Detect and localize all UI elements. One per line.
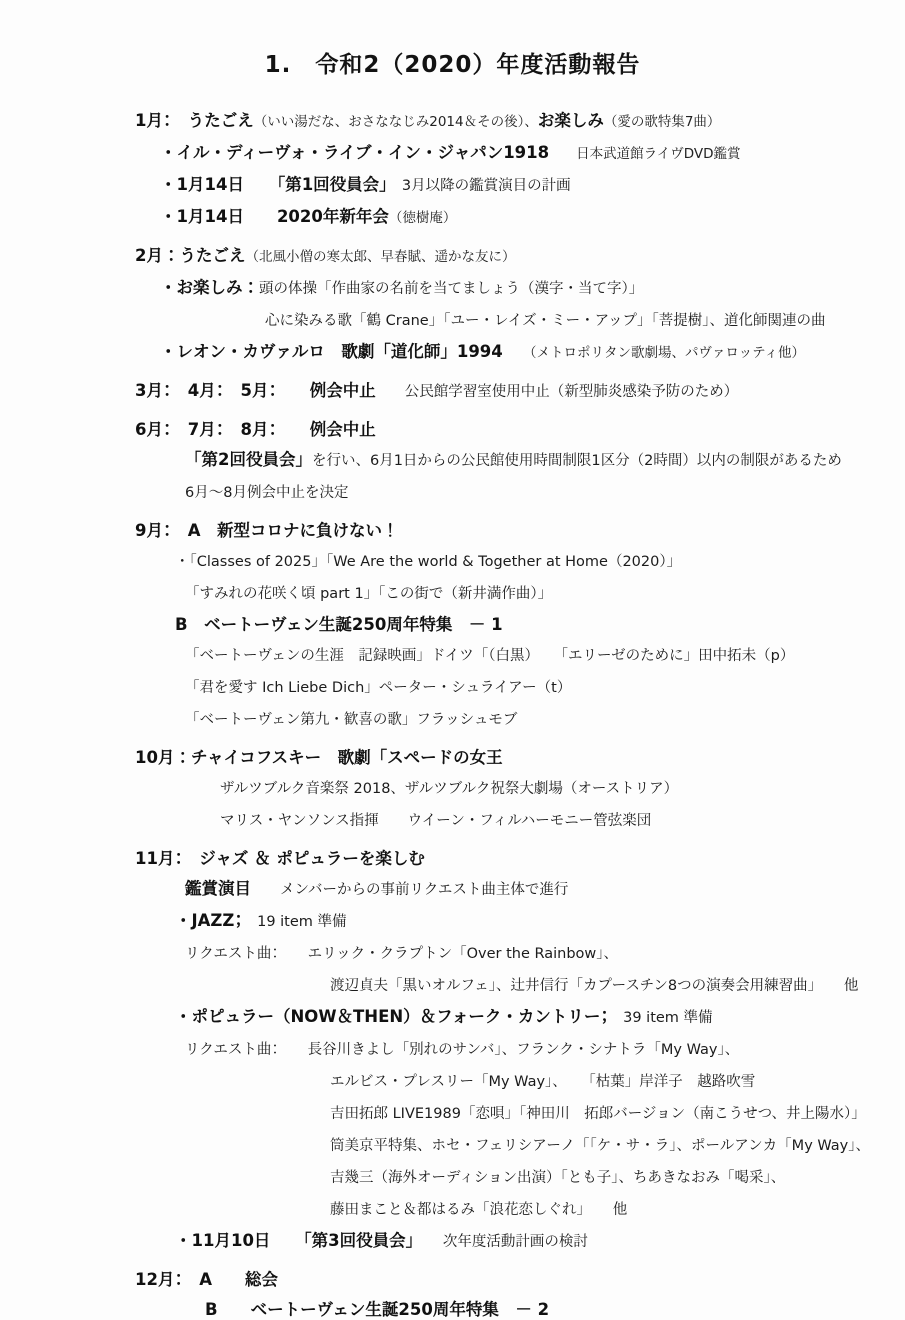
- text-run: 「ベートーヴェン第九・歓喜の歌」フラッシュモブ: [185, 712, 518, 728]
- jan-item-board-meeting-1: [160, 174, 865, 197]
- nov-popular-request-4: [330, 1134, 871, 1157]
- text-run: 19 item 準備: [242, 914, 347, 930]
- nov-popular-request-1: [185, 1038, 865, 1061]
- document-body: [0, 110, 905, 1320]
- nov-jazz-header: [175, 910, 865, 933]
- text-run: 鑑賞演目: [185, 879, 251, 898]
- text-run: 「すみれの花咲く頃 part 1」「この街で（新井満作曲）」: [185, 586, 553, 602]
- text-run: B ベートーヴェン生誕250周年特集 － 1: [175, 615, 503, 634]
- text-run: リクエスト曲： エリック・クラプトン「Over the Rainbow」、: [185, 946, 619, 962]
- jan-item-il-divo: [160, 142, 865, 165]
- text-run: 3月以降の鑑賞演目の計画: [387, 178, 571, 194]
- text-run: 日本武道館ライヴDVD鑑賞: [549, 146, 741, 162]
- sep-a-item-2: [185, 582, 865, 605]
- nov-board-meeting-3: [175, 1230, 865, 1253]
- oct-item-2: [220, 809, 865, 832]
- text-run: 心に染みる歌「鶴 Crane」「ユー・レイズ・ミー・アップ」「菩提樹」、道化師関連の曲: [265, 313, 826, 329]
- text-run: 「ベートーヴェンの生涯 記録映画」ドイツ「（白黒） 「エリーゼのために」田中拓未（p）: [185, 648, 795, 664]
- text-run: （北風小僧の寒太郎、早春賦、遥かな友に）: [245, 249, 516, 265]
- text-run: ・イル・ディーヴォ・ライブ・イン・ジャパン1918: [160, 143, 550, 162]
- text-run: 吉田拓郎 LIVE1989「恋唄」「神田川 拓郎バージョン（南こうせつ、井上陽水）」: [330, 1106, 866, 1122]
- text-run: 渡辺貞夫「黒いオルフェ」、辻井信行「カプースチン8つの演奏会用練習曲」 他: [330, 978, 859, 994]
- jun-jul-aug-header: [135, 419, 865, 440]
- text-run: 藤田まこと＆都はるみ「浪花恋しぐれ」 他: [330, 1202, 628, 1218]
- text-run: 吉幾三（海外オーディション出演）「とも子」、ちあきなおみ「喝采」、: [330, 1170, 786, 1186]
- text-run: B ベートーヴェン生誕250周年特集 － 2: [205, 1300, 550, 1319]
- text-run: お楽しみ: [537, 111, 604, 130]
- jan-header: [135, 110, 865, 133]
- page-title: 1. 令和2（2020）年度活動報告: [264, 52, 641, 78]
- feb-item-leoncavallo: [160, 341, 865, 364]
- text-run: ・JAZZ；: [175, 911, 243, 930]
- feb-item-otanoshimi: [160, 277, 865, 300]
- text-run: ザルツブルク音楽祭 2018、ザルツブルク祝祭大劇場（オーストリア）: [220, 781, 679, 797]
- text-run: （徳樹庵）: [388, 210, 457, 226]
- text-run: 6月： 7月： 8月： 例会中止: [135, 420, 376, 439]
- text-run: ・1月14日 2020年新年会: [160, 207, 389, 226]
- sep-header: [135, 520, 865, 541]
- text-run: 39 item 準備: [608, 1010, 713, 1026]
- nov-jazz-request-1: [185, 942, 865, 965]
- text-run: マリス・ヤンソンス指揮 ウイーン・フィルハーモニー管弦楽団: [220, 813, 652, 829]
- text-run: 10月：チャイコフスキー 歌劇「スペードの女王: [135, 748, 503, 767]
- text-run: （愛の歌特集7曲）: [603, 114, 721, 130]
- text-run: （いい湯だな、おさななじみ2014＆その後）、: [253, 114, 538, 130]
- sep-a-item-1: [175, 550, 865, 573]
- text-run: ・お楽しみ：: [160, 278, 259, 297]
- text-run: ・ポピュラー（NOW＆THEN）＆フォーク・カントリー；: [175, 1007, 609, 1026]
- text-run: ・「Classes of 2025」「We Are the world & Together at Home（2020）」: [175, 554, 682, 570]
- text-run: 公民館学習室使用中止（新型肺炎感染予防のため）: [375, 384, 739, 400]
- text-run: を行い、6月1日からの公民館使用時間制限1区分（2時間）以内の制限があるため: [311, 453, 842, 469]
- nov-popular-request-6: [330, 1198, 865, 1221]
- mar-apr-may-header: [135, 380, 865, 403]
- text-run: 次年度活動計画の検討: [413, 1234, 588, 1250]
- nov-jazz-request-2: [330, 974, 865, 997]
- nov-popular-request-3: [330, 1102, 865, 1125]
- text-run: ・レオン・カヴァルロ 歌劇「道化師」1994: [160, 342, 503, 361]
- text-run: 「第2回役員会」: [185, 450, 312, 469]
- sep-b-item-2: [185, 676, 865, 699]
- jun-note-cancel-decision: [185, 481, 865, 504]
- feb-item-otanoshimi-songs: [265, 309, 865, 332]
- feb-header: [135, 245, 865, 268]
- dec-header: [135, 1269, 865, 1290]
- text-run: 2月：うたごえ: [135, 246, 246, 265]
- text-run: ・11月10日 「第3回役員会」: [175, 1231, 414, 1250]
- nov-header: [135, 848, 865, 869]
- text-run: （メトロポリタン歌劇場、パヴァロッティ他）: [502, 345, 806, 361]
- text-run: エルビス・プレスリー「My Way」、 「枯葉」岸洋子 越路吹雪: [330, 1074, 756, 1090]
- nov-popular-request-2: [330, 1070, 865, 1093]
- oct-header: [135, 747, 865, 768]
- text-run: ・1月14日 「第1回役員会」: [160, 175, 388, 194]
- text-run: 1月： うたごえ: [135, 111, 254, 130]
- sep-b-item-1: [185, 644, 865, 667]
- text-run: 3月： 4月： 5月： 例会中止: [135, 381, 376, 400]
- nov-popular-request-5: [330, 1166, 865, 1189]
- text-run: 6月～8月例会中止を決定: [185, 485, 349, 501]
- nov-program: [185, 878, 865, 901]
- text-run: 頭の体操「作曲家の名前を当てましょう（漢字・当て字）」: [259, 281, 644, 297]
- text-run: リクエスト曲： 長谷川きよし「別れのサンバ」、フランク・シナトラ「My Way」、: [185, 1042, 740, 1058]
- oct-item-1: [220, 777, 865, 800]
- text-run: 9月： A 新型コロナに負けない！: [135, 521, 399, 540]
- sep-b-header: [175, 614, 865, 635]
- dec-b-header: [205, 1299, 865, 1320]
- text-run: 「君を愛す Ich Liebe Dich」ペーター・シュライアー（t）: [185, 680, 572, 696]
- text-run: メンバーからの事前リクエスト曲主体で進行: [251, 882, 569, 898]
- jan-item-new-year-party: [160, 206, 865, 229]
- text-run: 筒美京平特集、ホセ・フェリシアーノ「「ケ・サ・ラ」、ポールアンカ「My Way」、: [330, 1138, 871, 1154]
- jun-note-board-meeting-2: [185, 449, 865, 472]
- sep-b-item-3: [185, 708, 865, 731]
- nov-popular-header: [175, 1006, 865, 1029]
- text-run: 12月： A 総会: [135, 1270, 278, 1289]
- text-run: 11月： ジャズ ＆ ポピュラーを楽しむ: [135, 849, 425, 868]
